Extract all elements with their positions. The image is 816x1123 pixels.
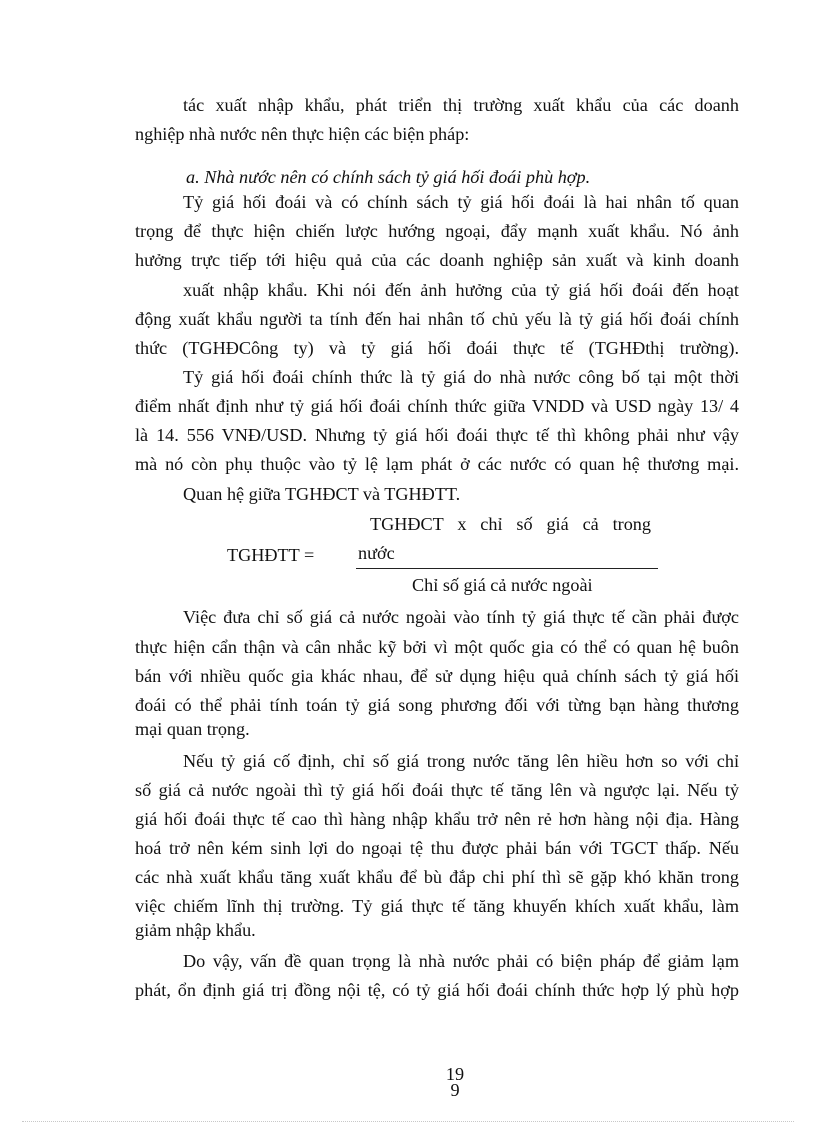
fraction-bar	[356, 568, 658, 569]
body-text-line: trọng để thực hiện chiến lược hướng ngoại, đẩy mạnh xuất khẩu. Nó ảnh	[135, 221, 739, 241]
body-text-line: Tỷ giá hối đoái chính thức là tỷ giá do nhà nước công bố tại một thời	[183, 367, 739, 387]
body-text-line: động xuất khẩu người ta tính đến hai nhân tố chủ yếu là tỷ giá hối đoái chính	[135, 309, 739, 329]
body-text-line: điểm nhất định như tỷ giá hối đoái chính thức giữa VNDD và USD ngày 13/ 4	[135, 396, 739, 416]
body-text-line: Việc đưa chỉ số giá cả nước ngoài vào tính tỷ giá thực tế cần phải được	[183, 607, 739, 627]
body-text-line: Do vậy, vấn đề quan trọng là nhà nước phải có biện pháp để giảm lạm	[183, 951, 739, 971]
body-text-line: giảm nhập khẩu.	[135, 920, 256, 940]
formula-numerator-continued: nước	[358, 543, 395, 563]
formula-numerator: TGHĐCT x chỉ số giá cả trong	[370, 514, 651, 534]
page-number: 19	[445, 1064, 465, 1084]
body-text-line: giá hối đoái thực tế cao thì hàng nhập khẩu trở nên rẻ hơn hàng nội địa. Hàng	[135, 809, 739, 829]
page-bottom-rule	[22, 1121, 794, 1122]
body-text-line: số giá cả nước ngoài thì tỷ giá hối đoái thực tế tăng lên và ngược lại. Nếu tỷ	[135, 780, 739, 800]
section-heading: a. Nhà nước nên có chính sách tỷ giá hối đoái phù hợp.	[186, 167, 591, 187]
body-text-line: xuất nhập khẩu. Khi nói đến ảnh hưởng của tỷ giá hối đoái đến hoạt	[183, 280, 739, 300]
body-text-line: Tỷ giá hối đoái và có chính sách tỷ giá hối đoái là hai nhân tố quan	[183, 192, 739, 212]
body-text-line: là 14. 556 VNĐ/USD. Nhưng tỷ giá hối đoái thực tế thì không phải như vậy	[135, 425, 739, 445]
body-text-line: Quan hệ giữa TGHĐCT và TGHĐTT.	[183, 484, 461, 504]
body-text-line: các nhà xuất khẩu tăng xuất khẩu để bù đắp chi phí thì sẽ gặp khó khăn trong	[135, 867, 739, 887]
formula-left-side: TGHĐTT =	[227, 545, 315, 565]
body-text-line: việc chiếm lĩnh thị trường. Tỷ giá thực tế tăng khuyến khích xuất khẩu, làm	[135, 896, 739, 916]
body-text-line: nghiệp nhà nước nên thực hiện các biện pháp:	[135, 124, 470, 144]
formula-denominator: Chỉ số giá cả nước ngoài	[412, 575, 593, 595]
body-text-line: phát, ổn định giá trị đồng nội tệ, có tỷ giá hối đoái chính thức hợp lý phù hợp	[135, 980, 739, 1000]
body-text-line: bán với nhiều quốc gia khác nhau, để sử dụng hiệu quả chính sách tỷ giá hối	[135, 666, 739, 686]
body-text-line: hưởng trực tiếp tới hiệu quả của các doanh nghiệp sản xuất và kinh doanh	[135, 250, 739, 270]
body-text-line: thực hiện cẩn thận và cân nhắc kỹ bởi vì một quốc gia có thể có quan hệ buôn	[135, 637, 739, 657]
body-text-line: Nếu tỷ giá cố định, chỉ số giá trong nước tăng lên hiều hơn so với chỉ	[183, 751, 739, 771]
body-text-line: tác xuất nhập khẩu, phát triển thị trường xuất khẩu của các doanh	[183, 95, 739, 115]
body-text-line: đoái có thể phải tính toán tỷ giá song phương đối với từng bạn hàng thương	[135, 695, 739, 715]
body-text-line: mà nó còn phụ thuộc vào tỷ lệ lạm phát ở các nước có quan hệ thương mại.	[135, 454, 739, 474]
page-number-secondary: 9	[450, 1080, 460, 1100]
body-text-line: hoá trở nên kém sinh lợi do ngoại tệ thu được phải bán với TGCT thấp. Nếu	[135, 838, 739, 858]
body-text-line: thức (TGHĐCông ty) và tỷ giá hối đoái thực tế (TGHĐthị trường).	[135, 338, 739, 358]
body-text-line: mại quan trọng.	[135, 719, 250, 739]
